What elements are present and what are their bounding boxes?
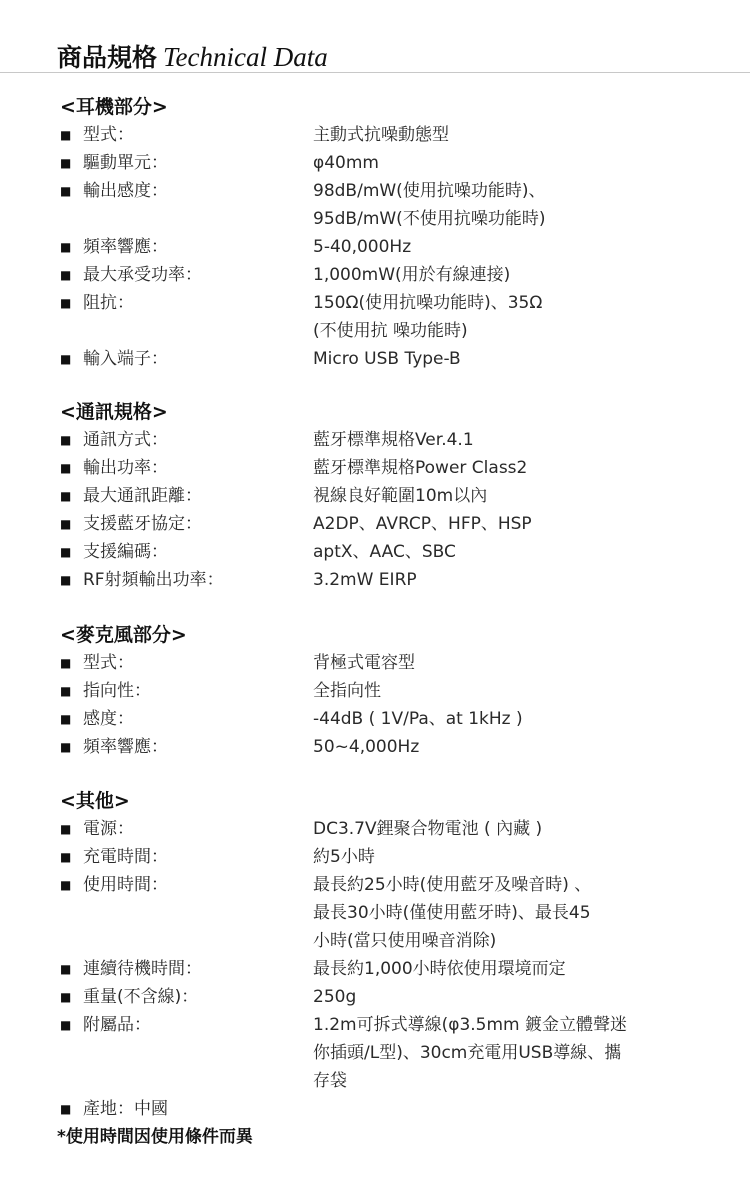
- spec-value: [313, 843, 703, 871]
- page-header: [0, 0, 750, 73]
- footnote: *使用時間因使用條件而異: [57, 1127, 253, 1147]
- spec-row: [60, 1011, 750, 1095]
- spec-row: [60, 815, 750, 843]
- bullet-icon: ■: [60, 573, 72, 587]
- bullet-icon: ■: [60, 684, 72, 698]
- title-chinese: 商品規格: [57, 43, 158, 72]
- spec-value: [313, 510, 703, 538]
- spec-value: [313, 454, 703, 482]
- spec-row: [60, 482, 750, 510]
- spec-label: 使用時間：: [83, 875, 168, 895]
- bullet-icon: ■: [60, 489, 72, 503]
- spec-label: 驅動單元：: [83, 153, 168, 173]
- spec-value: [313, 815, 703, 843]
- spec-value-line: 3.2mW EIRP: [313, 570, 417, 590]
- spec-value-line: Micro USB Type-B: [313, 349, 461, 369]
- spec-value-line: 藍牙標準規格Power Class2: [313, 458, 528, 478]
- spec-row: [60, 177, 750, 233]
- spec-value-line: 150Ω(使用抗噪功能時)、35Ω: [313, 293, 543, 313]
- spec-value: [313, 261, 703, 289]
- spec-row: [60, 566, 750, 594]
- spec-label: 通訊方式：: [83, 430, 168, 450]
- section-heading: <通訊規格>: [60, 401, 168, 423]
- spec-label: 頻率響應：: [83, 237, 168, 257]
- bullet-icon: ■: [60, 656, 72, 670]
- bullet-icon: ■: [60, 712, 72, 726]
- spec-row: [60, 705, 750, 733]
- spec-value-line: 藍牙標準規格Ver.4.1: [313, 430, 474, 450]
- bullet-icon: ■: [60, 990, 72, 1004]
- spec-row: [60, 649, 750, 677]
- spec-value: [313, 1095, 703, 1123]
- spec-label: 阻抗：: [83, 293, 134, 313]
- spec-value-line: 背極式電容型: [313, 653, 415, 673]
- spec-value: [313, 733, 703, 761]
- spec-row: [60, 345, 750, 373]
- spec-section: [0, 621, 750, 761]
- spec-value: [313, 121, 703, 149]
- spec-row: [60, 538, 750, 566]
- spec-value: [313, 345, 703, 373]
- spec-section: [0, 398, 750, 594]
- spec-value-line: 5-40,000Hz: [313, 237, 412, 257]
- spec-value-line: -44dB ( 1V/Pa、at 1kHz ): [313, 709, 523, 729]
- section-heading: <其他>: [60, 790, 130, 812]
- spec-label: 感度：: [83, 709, 134, 729]
- bullet-icon: ■: [60, 962, 72, 976]
- bullet-icon: ■: [60, 822, 72, 836]
- spec-row: [60, 510, 750, 538]
- spec-label: 附屬品：: [83, 1015, 151, 1035]
- bullet-icon: ■: [60, 240, 72, 254]
- spec-value-line: 你插頭/L型)、30cm充電用USB導線、攜: [313, 1043, 622, 1063]
- bullet-icon: ■: [60, 296, 72, 310]
- spec-value-line: 視線良好範圍10m以內: [313, 486, 488, 506]
- spec-row: [60, 454, 750, 482]
- spec-value-line: 全指向性: [313, 681, 381, 701]
- page-title: [57, 38, 328, 74]
- spec-row: [60, 871, 750, 955]
- spec-label: 型式：: [83, 125, 134, 145]
- spec-value-line: (不使用抗 噪功能時): [313, 321, 468, 341]
- spec-value-line: 最長約25小時(使用藍牙及噪音時) 、: [313, 875, 592, 895]
- spec-value: [313, 289, 703, 345]
- spec-value: [313, 482, 703, 510]
- spec-value-line: 最長約1,000小時依使用環境而定: [313, 959, 566, 979]
- bullet-icon: ■: [60, 517, 72, 531]
- bullet-icon: ■: [60, 878, 72, 892]
- spec-value: [313, 649, 703, 677]
- spec-value-line: 98dB/mW(使用抗噪功能時)、: [313, 181, 546, 201]
- spec-label: 最大通訊距離：: [83, 486, 202, 506]
- spec-value-line: 50~4,000Hz: [313, 737, 420, 757]
- spec-label: 支援藍牙協定：: [83, 514, 202, 534]
- spec-content: [0, 93, 750, 1151]
- spec-section: [0, 787, 750, 1151]
- spec-value: [313, 149, 703, 177]
- spec-value: [313, 177, 703, 233]
- spec-row: [60, 955, 750, 983]
- spec-value-line: A2DP、AVRCP、HFP、HSP: [313, 514, 532, 534]
- bullet-icon: ■: [60, 461, 72, 475]
- spec-value: [313, 538, 703, 566]
- spec-row: [60, 983, 750, 1011]
- spec-row: [60, 733, 750, 761]
- spec-label: 型式：: [83, 653, 134, 673]
- bullet-icon: ■: [60, 545, 72, 559]
- spec-section: [0, 93, 750, 373]
- bullet-icon: ■: [60, 1018, 72, 1032]
- spec-label: 充電時間：: [83, 847, 168, 867]
- spec-label: 連續待機時間：: [83, 959, 202, 979]
- section-heading: <耳機部分>: [60, 96, 168, 118]
- spec-value-line: 小時(當只使用噪音消除): [313, 931, 497, 951]
- spec-row: [60, 677, 750, 705]
- bullet-icon: ■: [60, 850, 72, 864]
- spec-label: 電源：: [83, 819, 134, 839]
- spec-label: 最大承受功率：: [83, 265, 202, 285]
- bullet-icon: ■: [60, 128, 72, 142]
- bullet-icon: ■: [60, 1102, 72, 1116]
- spec-value-line: aptX、AAC、SBC: [313, 542, 456, 562]
- spec-value: [313, 426, 703, 454]
- spec-row: [60, 149, 750, 177]
- spec-row: [60, 121, 750, 149]
- spec-value: [313, 677, 703, 705]
- spec-value-line: 1,000mW(用於有線連接): [313, 265, 511, 285]
- spec-value-line: 1.2m可拆式導線(φ3.5mm 鍍金立體聲迷: [313, 1015, 628, 1035]
- spec-value: [313, 955, 703, 983]
- spec-label: 頻率響應：: [83, 737, 168, 757]
- title-english: Technical Data: [163, 42, 328, 72]
- spec-value: [313, 705, 703, 733]
- spec-row: [60, 289, 750, 345]
- spec-row: [60, 1095, 750, 1123]
- spec-label: 輸出功率：: [83, 458, 168, 478]
- spec-label: 支援編碼：: [83, 542, 168, 562]
- bullet-icon: ■: [60, 740, 72, 754]
- spec-value-line: 250g: [313, 987, 357, 1007]
- section-heading: <麥克風部分>: [60, 624, 187, 646]
- spec-value-line: 最長30小時(僅使用藍牙時)、最長45: [313, 903, 591, 923]
- spec-label: 輸入端子：: [83, 349, 168, 369]
- spec-label: RF射頻輸出功率：: [83, 570, 224, 590]
- spec-value: [313, 233, 703, 261]
- bullet-icon: ■: [60, 184, 72, 198]
- spec-row: [60, 426, 750, 454]
- bullet-icon: ■: [60, 433, 72, 447]
- spec-value-line: DC3.7V鋰聚合物電池 ( 內藏 ): [313, 819, 543, 839]
- bullet-icon: ■: [60, 352, 72, 366]
- spec-value-line: 主動式抗噪動態型: [313, 125, 449, 145]
- spec-label: 輸出感度：: [83, 181, 168, 201]
- spec-value-line: 95dB/mW(不使用抗噪功能時): [313, 209, 546, 229]
- spec-value: [313, 1011, 703, 1095]
- spec-label: 重量(不含線)：: [83, 987, 199, 1007]
- bullet-icon: ■: [60, 156, 72, 170]
- spec-value-line: 存袋: [313, 1071, 347, 1091]
- spec-value-line: 約5小時: [313, 847, 375, 867]
- spec-row: [60, 843, 750, 871]
- spec-row: [60, 261, 750, 289]
- spec-value: [313, 983, 703, 1011]
- spec-label: 指向性：: [83, 681, 151, 701]
- spec-label: 產地：中國: [83, 1099, 168, 1119]
- spec-value: [313, 871, 703, 955]
- spec-value-line: φ40mm: [313, 153, 379, 173]
- spec-value: [313, 566, 703, 594]
- spec-row: [60, 233, 750, 261]
- bullet-icon: ■: [60, 268, 72, 282]
